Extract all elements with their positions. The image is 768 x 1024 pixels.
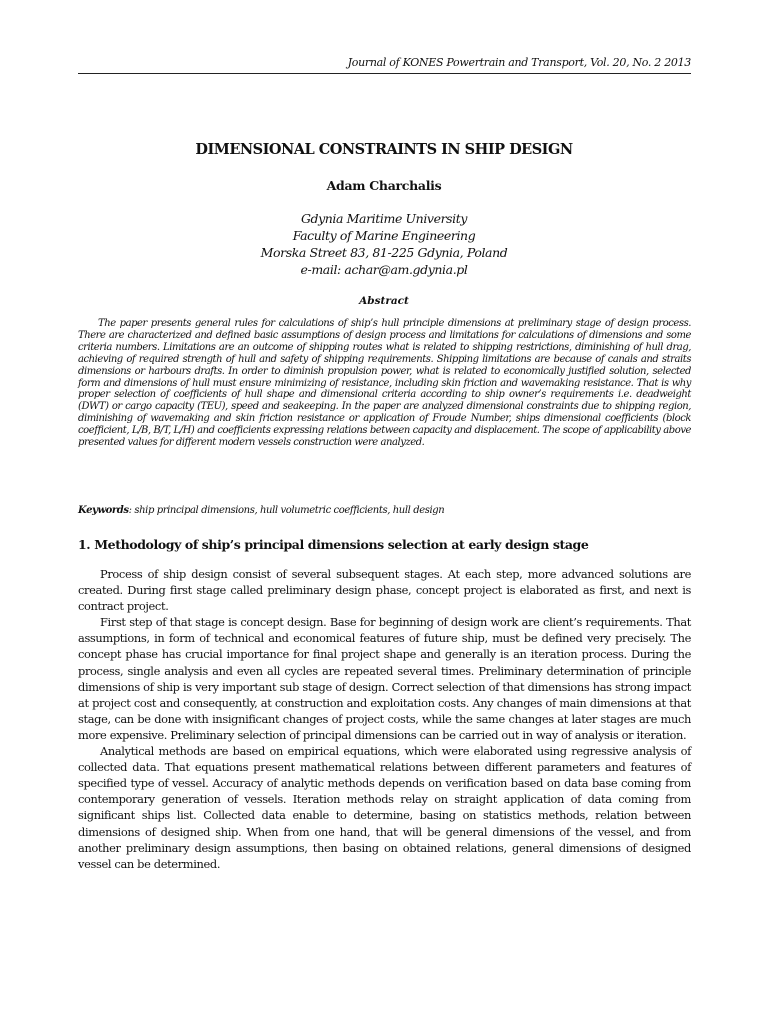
keywords-text: ship principal dimensions, hull volumetric coefficients, hull design xyxy=(134,505,445,516)
keywords-label: Keywords xyxy=(78,505,129,516)
paper-title: DIMENSIONAL CONSTRAINTS IN SHIP DESIGN xyxy=(195,141,573,158)
affiliation-address: Morska Street 83, 81-225 Gdynia, Poland xyxy=(260,245,508,260)
affiliation-university: Gdynia Maritime University xyxy=(300,211,468,226)
abstract-heading: Abstract xyxy=(359,295,409,307)
section-body xyxy=(78,566,691,872)
section-heading: 1. Methodology of ship’s principal dimensions selection at early design stage xyxy=(78,537,589,552)
affiliation xyxy=(0,210,768,278)
header-rule xyxy=(78,73,691,74)
abstract-text: The paper presents general rules for calculations of ship’s hull principle dimensions at preliminary stage of design process. There are characterized and defined basic assumptions of design process and limitations for calculations of dimensions and some criteria numbers. Limitations are an outcome of shipping routes what is related to shipping restrictions, diminishing of hull drag, achieving of required strength of hull and safety of shipping requirements. Shipping limitations are because of canals and straits dimensions or harbours drafts. In order to diminish propulsion power, what is related to economically justified solution, selected form and dimensions of hull must ensure minimizing of resistance, including skin friction and wavemaking resistance. That is why proper selection of coefficients of hull shape and dimensional criteria according to ship owner’s requirements i.e. deadweight (DWT) or cargo capacity (TEU), speed and seakeeping. In the paper are analyzed dimensional constraints due to shipping region, diminishing of wavemaking and skin friction resistance or application of Froude Number, ships dimensional coefficients (block coefficient, L/B, B/T, L/H) and coefficients expressing relations between capacity and displacement. The scope of applicability above presented values for different modern vessels construction were analyzed. xyxy=(78,318,691,449)
author-name: Adam Charchalis xyxy=(326,178,442,193)
journal-header: Journal of KONES Powertrain and Transport, Vol. 20, No. 2 2013 xyxy=(347,56,691,69)
affiliation-faculty: Faculty of Marine Engineering xyxy=(292,228,476,243)
body-paragraph: Process of ship design consist of several subsequent stages. At each step, more advanced solutions are created. During first stage called preliminary design phase, concept project is elaborated as first, and next is contract project. xyxy=(78,567,691,614)
body-paragraph: Analytical methods are based on empirical equations, which were elaborated using regressive analysis of collected data. That equations present mathematical relations between different parameters and features of specified type of vessel. Accuracy of analytic methods depends on verification based on data base coming from contemporary generation of vessels. Iteration methods relay on straight application of data coming from significant ships list. Collected data enable to determine, basing on statistics methods, relation between dimensions of designed ship. When from one hand, that will be general dimensions of the vessel, and from another preliminary design assumptions, then basing on obtained relations, general dimensions of designed vessel can be determined. xyxy=(78,744,691,871)
affiliation-email: e-mail: achar@am.gdynia.pl xyxy=(300,262,468,277)
keywords: Keywords: ship principal dimensions, hull volumetric coefficients, hull design xyxy=(78,505,445,516)
body-paragraph: First step of that stage is concept design. Base for beginning of design work are client’s requirements. That assumptions, in form of technical and economical features of future ship, must be defined very precisely. The concept phase has crucial importance for final project shape and generally is an iteration process. During the process, single analysis and even all cycles are repeated several times. Preliminary determination of principle dimensions of ship is very important sub stage of design. Correct selection of that dimensions has strong impact at project cost and consequently, at construction and exploitation costs. Any changes of main dimensions at that stage, can be done with insignificant changes of project costs, while the same changes at later stages are much more expensive. Preliminary selection of principal dimensions can be carried out in way of analysis or iteration. xyxy=(78,615,691,742)
